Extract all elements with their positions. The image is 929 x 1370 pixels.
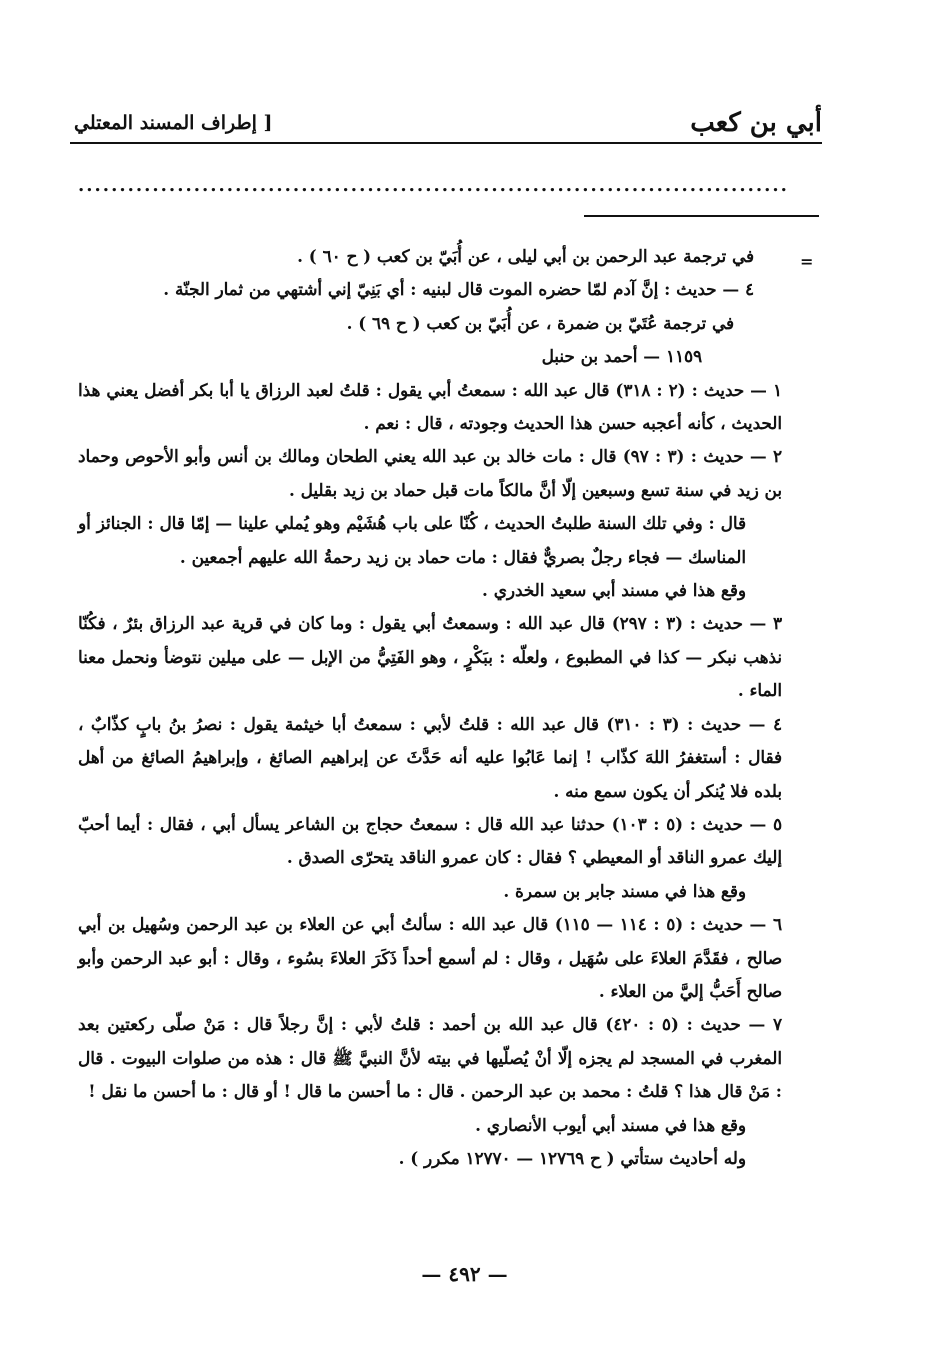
- paragraph: قال : وفي تلك السنة طلبتُ الحديث ، كُنّا على باب هُشَيْم وهو يُملي علينا — إمّا قال : الجنائز أو المناسك — فجاء رجلٌ بصريٌّ فقال : مات حماد بن زيد رحمةُ الله عليهم أجمعين .: [78, 513, 746, 567]
- paragraph: في ترجمة عبد الرحمن بن أبي ليلى ، عن أُبَيّ بن كعب ( ح ٦٠ ) .: [297, 246, 754, 266]
- section-heading: ١١٥٩ — أحمد بن حنبل: [541, 346, 702, 367]
- continuation-marker: =: [800, 252, 814, 271]
- paragraph: ٥ — حديث : (٥ : ١٠٣) حدثنا عبد الله قال : سمعتُ حجاج بن الشاعر يسأل أبي ، فقال : أيما أحبّ إليك عمرو الناقد أو المعيطي ؟ فقال : كان عمرو الناقد يتحرّى الصدق .: [78, 813, 782, 868]
- footnote-rule: [584, 215, 819, 217]
- main-text: [78, 240, 782, 1175]
- dotted-separator: ......................................................................................: [78, 176, 789, 196]
- paragraph: ٤ — حديث : (٣ : ٣١٠) قال عبد الله : قلتُ لأبي : سمعتُ أبا خيثمة يقول : نصرُ بنُ بابٍ كذّابٌ ، فقال : أستغفرُ اللهَ كذّاب ! إنما عَابُوا عليه أنه حَدَّثَ عن إبراهيم الصائغ ، وإبراهيمُ الصائغ من أهل بلده فلا يُنكر أن يكون سمع منه .: [78, 713, 782, 801]
- book-title: [ إطراف المسند المعتلي: [74, 112, 273, 134]
- paragraph: وقع هذا في مسند أبي سعيد الخدري .: [482, 580, 746, 601]
- page-header: [70, 104, 822, 144]
- paragraph: ١ — حديث : (٢ : ٣١٨) قال عبد الله : سمعتُ أبي يقول : قلتُ لعبد الرزاق يا أبا بكر أفضل يعني هذا الحديث ، كأنه أعجبه حسن هذا الحديث وجودته ، قال : نعم .: [78, 379, 782, 434]
- paragraph: وقع هذا في مسند جابر بن سمرة .: [503, 880, 746, 901]
- paragraph: وله أحاديث ستأتي ( ح ١٢٧٦٩ — ١٢٧٧٠ مكرر ) .: [398, 1147, 746, 1168]
- paragraph: ٦ — حديث : (٥ : ١١٤ — ١١٥) قال عبد الله : سألتُ أبي عن العلاء بن عبد الرحمن وسُهيل بن أبي صالح ، فقَدَّمَ العلاءَ على سُهَيل ، وقال : لم أسمع أحداً ذَكَرَ العلاءَ بسُوء ، وقال : أبو عبد الرحمن وأبو صالح أَحَبُّ إليَّ من العلاء .: [78, 914, 782, 1001]
- chapter-title: أبي بن كعب: [690, 108, 822, 138]
- page-number: — ٤٩٢ —: [421, 1262, 508, 1286]
- paragraph: وقع هذا في مسند أبي أيوب الأنصاري .: [475, 1114, 746, 1135]
- paragraph: ٢ — حديث : (٣ : ٩٧) قال : مات خالد بن عبد الله يعني الطحان ومالك بن أنس وأبو الأحوص وحماد بن زيد في سنة تسع وسبعين إلّا أنَّ مالكاً مات قبل حماد بن زيد بقليل .: [78, 446, 783, 500]
- paragraph: ٣ — حديث : (٣ : ٢٩٧) قال عبد الله : وسمعتُ أبي يقول : وما كان في قرية عبد الرزاق بئرٌ ، فكُنّا نذهب نبكر — كذا في المطبوع ، ولعلّه : ببَكْرٍ ، وهو الفَتِيُّ من الإبل — على ميلين نتوضأ ونحمل معنا الماء .: [78, 613, 782, 701]
- paragraph: ٤ — حديث : إنَّ آدم لمّا حضره الموت قال لبنيه : أي بَنِيّ إني أشتهي من ثمار الجنّة .: [163, 279, 754, 300]
- paragraph: في ترجمة عُتَيّ بن ضمرة ، عن أُبَيّ بن كعب ( ح ٦٩ ) .: [346, 312, 734, 333]
- paragraph: ٧ — حديث : (٥ : ٤٢٠) قال عبد الله بن أحمد : قلتُ لأبي : إنَّ رجلاً قال : مَنْ صلّى ركعتين بعد المغرب في المسجد لم يجزه إلّا أنْ يُصلّيها في بيته لأنَّ النبيَّ ﷺ قال : هذه من صلوات البيوت . قال : مَنْ قال هذا ؟ قلتُ : محمد بن عبد الرحمن . قال : ما أحسن ما قال ! أو قال : ما أحسن ما نقل !: [78, 1014, 782, 1102]
